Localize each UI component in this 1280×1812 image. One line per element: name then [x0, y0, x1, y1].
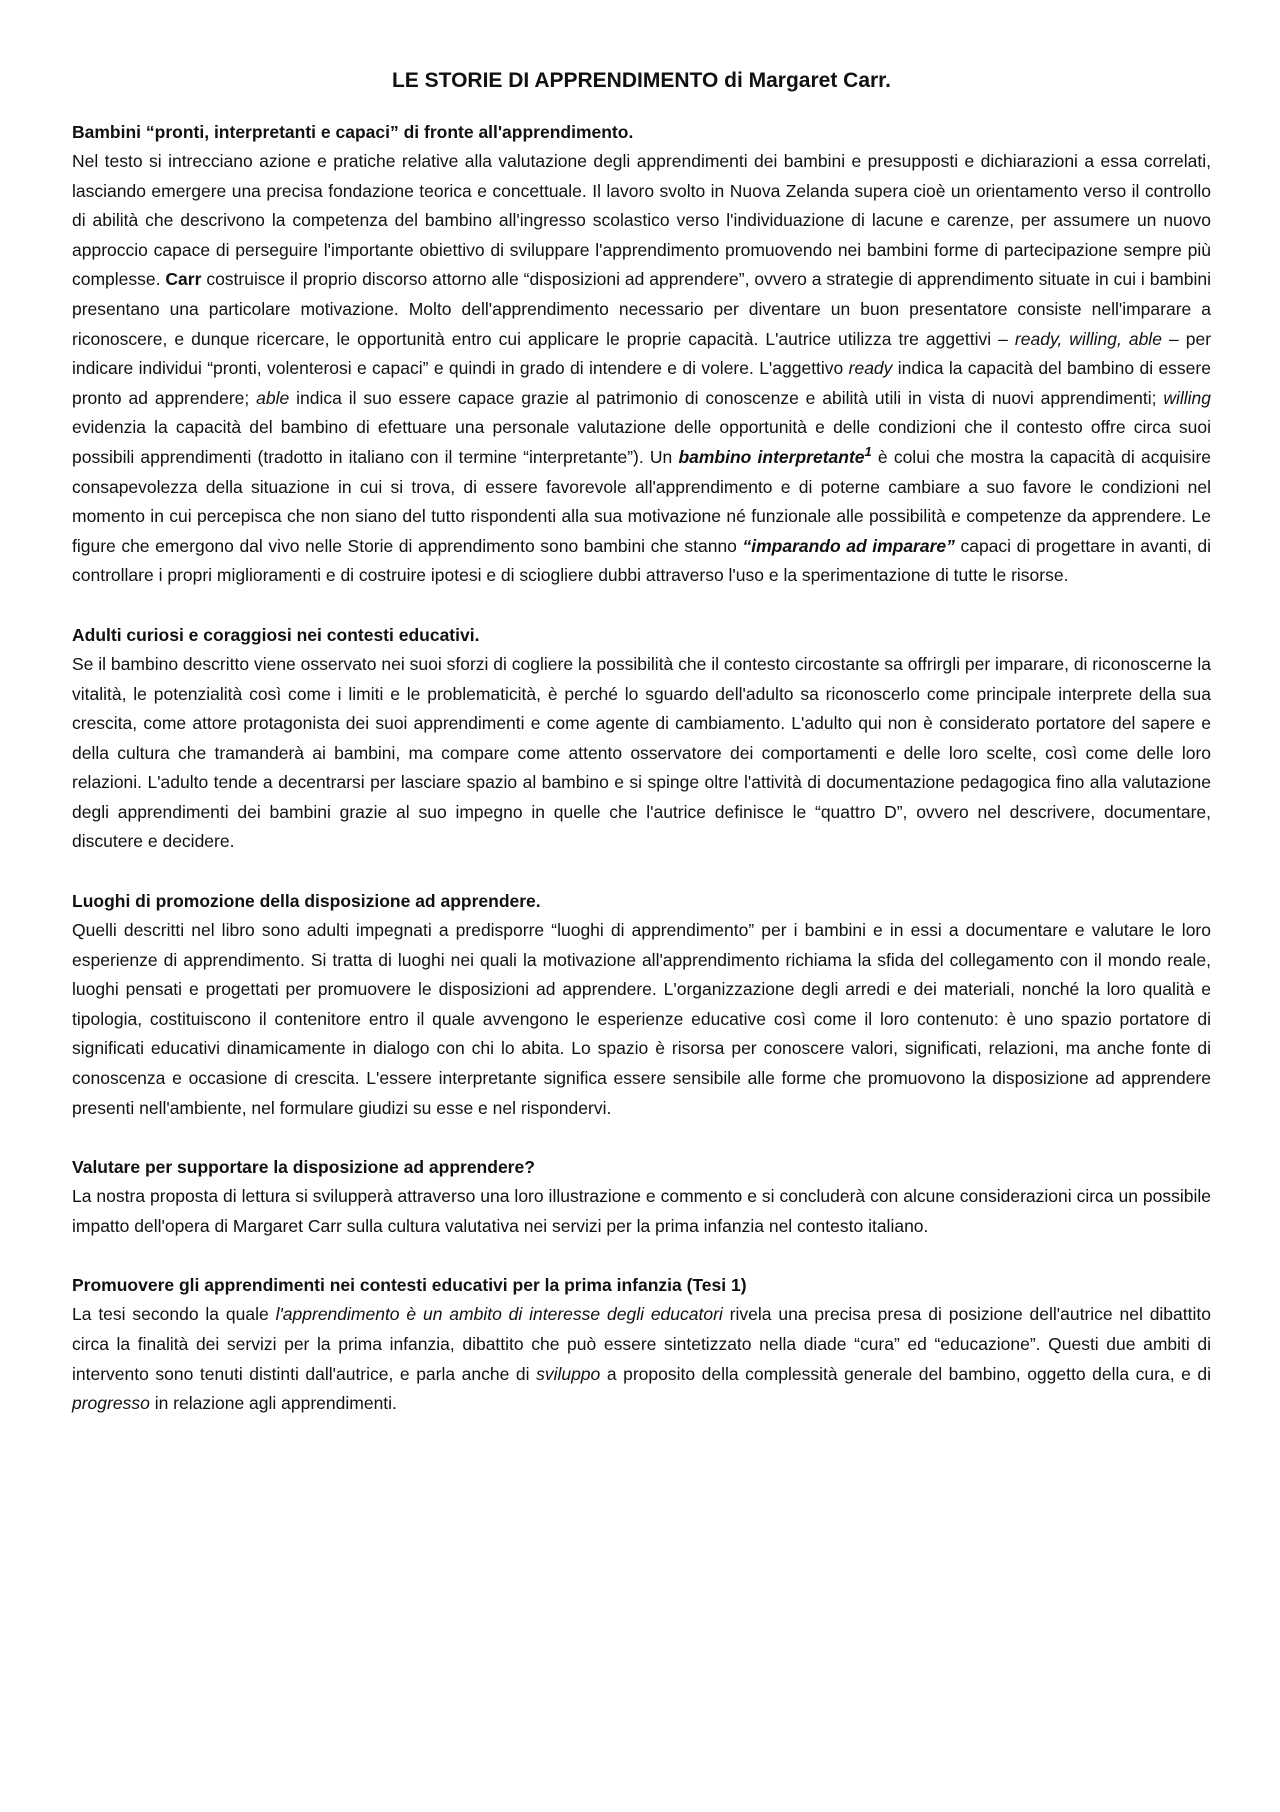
text-run-italic: ready [848, 358, 893, 379]
section-heading: Luoghi di promozione della disposizione ad apprendere. [72, 891, 541, 912]
section [72, 621, 1211, 857]
text-run-italic: willing [1163, 387, 1211, 408]
text-run: è colui che mostra la capacità di acquisire consapevolezza della situazione in cui si trova, di essere favorevole all'apprendimento e di poterne cambiare a suo favore le condizioni nel momento in cui percepisca che non siano del tutto rispondenti alla sua motivazione né funzionale alle possibilità e competenze da apprendere. Le figure che emergono dal vivo nelle Storie di apprendimento sono bambini che stanno [72, 446, 1212, 556]
section [72, 1153, 1211, 1241]
text-run-italic: able [256, 387, 290, 408]
text-run: capaci di progettare in avanti, di controllare i propri miglioramenti e di costruire ipotesi e di sciogliere dubbi attraverso l'uso e la sperimentazione di tutte le risorse. [72, 535, 1211, 586]
section-paragraph [72, 147, 1211, 591]
section [72, 887, 1211, 1123]
text-run: Nel testo si intrecciano azione e pratiche relative alla valutazione degli apprendimenti dei bambini e presupposti e dichiarazioni a essa correlati, lasciando emergere una precisa fondazione teorica e concettuale. Il lavoro svolto in Nuova Zelanda supera cioè un orientamento verso il controllo di abilità che descrivono la competenza del bambino all'ingresso scolastico verso l'individuazione di lacune e carenze, per assumere un nuovo approccio capace di perseguire l'importante obiettivo di sviluppare l'apprendimento promuovendo nei bambini forme di partecipazione sempre più complesse. [72, 151, 1211, 290]
text-run-italic: l'apprendimento è un ambito di interesse degli educatori [275, 1304, 723, 1325]
text-run-bold-italic: bambino interpretante [678, 446, 865, 467]
document-title: LE STORIE DI APPRENDIMENTO di Margaret Carr. [391, 69, 892, 92]
section-paragraph [72, 1182, 1211, 1241]
text-run: indica la capacità del bambino di essere pronto ad apprendere; [72, 358, 1211, 408]
section [72, 118, 1211, 591]
text-run-italic: progresso [72, 1393, 150, 1414]
text-run: La tesi secondo la quale [72, 1304, 276, 1325]
section-heading: Bambini “pronti, interpretanti e capaci” di fronte all'apprendimento. [72, 122, 634, 142]
text-run: costruisce il proprio discorso attorno alle “disposizioni ad apprendere”, ovvero a strategie di apprendimento situate in cui i bambini presentano una particolare motivazione. Molto dell'apprendimento necessario per diventare un buon presentatore consiste nell'imparare a riconoscere, e dunque ricercare, le opportunità entro cui applicare le proprie capacità. L'autrice utilizza tre aggettivi – [72, 269, 1211, 349]
text-run: in relazione agli apprendimenti. [149, 1393, 397, 1414]
text-run: indica il suo essere capace grazie al patrimonio di conoscenze e abilità utili in vista di nuovi apprendimenti; [289, 387, 1164, 408]
text-run: evidenzia la capacità del bambino di efettuare una personale valutazione delle opportunità e delle condizioni che il contesto offre circa suoi possibili apprendimenti (tradotto in italiano con il termine “interpretante”). Un [72, 417, 1211, 467]
section [72, 1271, 1211, 1418]
text-run-bold: Carr [165, 269, 202, 290]
section-paragraph [72, 916, 1211, 1123]
section-heading: Valutare per supportare la disposizione ad apprendere? [72, 1157, 535, 1178]
section-heading: Promuovere gli apprendimenti nei contesti educativi per la prima infanzia (Tesi 1) [72, 1275, 747, 1296]
section-paragraph [72, 650, 1211, 857]
text-run-bold-italic: “imparando ad imparare” [742, 535, 955, 556]
text-run: Se il bambino descritto viene osservato nei suoi sforzi di cogliere la possibilità che il contesto circostante sa offrirgli per imparare, di riconoscerne la vitalità, le potenzialità così come i limiti e le problematicità, è perché lo sguardo dell'adulto sa riconoscerlo come principale interprete della sua crescita, come attore protagonista dei suoi apprendimenti e come agente di cambiamento. L'adulto qui non è considerato portatore del sapere e della cultura che tramanderà ai bambini, ma compare come attento osservatore dei comportamenti e delle loro scelte, così come delle loro relazioni. L'adulto tende a decentrarsi per lasciare spazio al bambino e si spinge oltre l'attività di documentazione pedagogica fino alla valutazione degli apprendimenti dei bambini grazie al suo impegno in quelle che l'autrice definisce le “quattro D”, ovvero nel descrivere, documentare, discutere e decidere. [72, 653, 1211, 852]
text-run: La nostra proposta di lettura si svilupperà attraverso una loro illustrazione e commento e si concluderà con alcune considerazioni circa un possibile impatto dell'opera di Margaret Carr sulla cultura valutativa nei servizi per la prima infanzia nel contesto italiano. [72, 1186, 1211, 1236]
section-paragraph [72, 1300, 1211, 1418]
section-heading: Adulti curiosi e coraggiosi nei contesti educativi. [72, 624, 480, 645]
text-run-italic: sviluppo [536, 1363, 601, 1384]
text-run-italic: ready, willing, able [1014, 328, 1162, 349]
footnote-reference: 1 [864, 444, 872, 460]
text-run: Quelli descritti nel libro sono adulti impegnati a predisporre “luoghi di apprendimento” per i bambini e in essi a documentare e valutare le loro esperienze di apprendimento. Si tratta di luoghi nei quali la motivazione all'apprendimento richiama la sfida del collegamento con il mondo reale, luoghi pensati e progettati per promuovere le disposizioni ad apprendere. L'organizzazione degli arredi e dei materiali, nonché la loro qualità e tipologia, costituiscono il contenitore entro il quale avvengono le esperienze educative così come il loro contenuto: è uno spazio portatore di significati educativi dinamicamente in dialogo con chi lo abita. Lo spazio è risorsa per conoscere valori, significati, relazioni, ma anche fonte di conoscenza e occasione di crescita. L'essere interpretante significa essere sensibile alle forme che promuovono la disposizione ad apprendere presenti nell'ambiente, nel formulare giudizi su esse e nel rispondervi. [72, 920, 1211, 1118]
text-run: a proposito della complessità generale del bambino, oggetto della cura, e di [600, 1363, 1212, 1384]
text-run: rivela una precisa presa di posizione dell'autrice nel dibattito circa la finalità dei servizi per la prima infanzia, dibattito che può essere sintetizzato nella diade “cura” ed “educazione”. Questi due ambiti di intervento sono tenuti distinti dall'autrice, e parla anche di [72, 1304, 1211, 1384]
text-run: – per indicare individui “pronti, volenterosi e capaci” e quindi in grado di intendere e di volere. L'aggettivo [72, 328, 1212, 379]
